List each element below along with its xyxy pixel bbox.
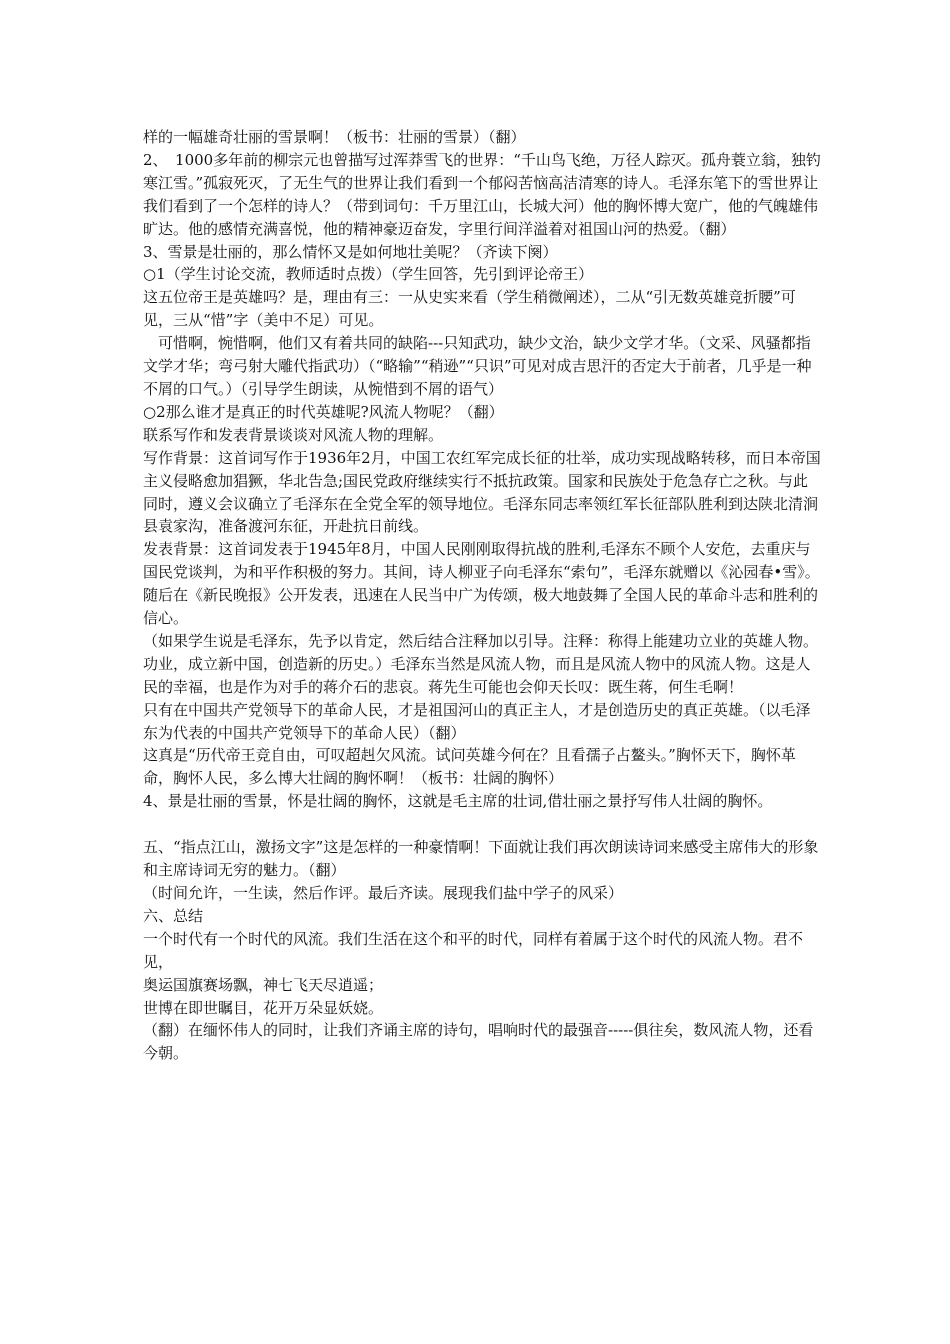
paragraph-background-intro: 联系写作和发表背景谈谈对风流人物的理解。	[143, 425, 444, 444]
paragraph-point-3: 3、雪景是壮丽的，那么情怀又是如何地壮美呢？（齐读下阕）	[143, 242, 558, 261]
paragraph-true-heroes: 只有在中国共产党领导下的革命人民，才是祖国河山的真正主人，才是创造历史的真正英雄。（以毛泽东为代表的中国共产党领导下的革命人民）（翻）	[143, 700, 811, 742]
paragraph-point-2: 2、 1000多年前的柳宗元也曾描写过浑莽雪飞的世界：“千山鸟飞绝，万径人踪灭。孤舟蓑立翁，独钓寒江雪。”孤寂死灭，了无生气的世界让我们看到一个郁闷苦恼高洁清寒的诗人。毛泽东笔下的雪世界让我们看到了一个怎样的诗人？（带到词句：千万里江山，长城大河）他的胸怀博大宽广，他的气魄雄伟旷达。他的感情充满喜悦，他的精神豪迈奋发，字里行间洋溢着对祖国山河的热爱。（翻）	[143, 150, 821, 238]
paragraph-broad-mind: 这真是“历代帝王竞自由，可叹超赳欠风流。试问英雄今何在？且看孺子占鳌头。”胸怀天下，胸怀革命，胸怀人民，多么博大壮阔的胸怀啊！（板书：壮阔的胸怀）	[143, 746, 796, 788]
paragraph-publishing-background: 发表背景：这首词发表于1945年8月，中国人民刚刚取得抗战的胜利,毛泽东不顾个人安危，去重庆与国民党谈判，为和平作积极的努力。其间，诗人柳亚子向毛泽东“索句”，毛泽东就赠以《沁园春•雪》。随后在《新民晚报》公开发表，迅速在人民当中广为传颂，极大地鼓舞了全国人民的革命斗志和胜利的信心。	[143, 540, 820, 628]
paragraph-opening-line: 样的一幅雄奇壮丽的雪景啊！（板书：壮丽的雪景）（翻）	[143, 128, 526, 146]
paragraph-point-4: 4、景是壮丽的雪景，怀是壮阔的胸怀，这就是毛主席的壮词,借壮丽之景抒写伟人壮阔的胸怀。	[143, 792, 773, 811]
paragraph-poem-line-1: 奥运国旗赛场飘，神七飞天尽逍遥；	[143, 975, 384, 994]
paragraph-section-5: 五、“指点江山，激扬文字”这是怎样的一种豪情啊！下面就让我们再次朗读诗词来感受主席伟大的形象和主席诗词无穷的魅力。（翻）	[143, 838, 819, 880]
blank-line	[143, 813, 823, 836]
paragraph-sub-1: ○1（学生讨论交流，教师适时点拨）（学生回答，先引到评论帝王）	[143, 265, 594, 284]
paragraph-reading-note: （时间允许，一生读，然后作评。最后齐读。展现我们盐中学子的风采）	[143, 884, 624, 902]
paragraph-student-answer: （如果学生说是毛泽东，先予以肯定，然后结合注释加以引导。注释：称得上能建功立业的英雄人物。功业，成立新中国，创造新的历史。）毛泽东当然是风流人物，而且是风流人物中的风流人物。这是人民的幸福，也是作为对手的蒋介石的悲哀。蒋先生可能也会仰天长叹：既生蒋，何生毛啊！	[143, 631, 819, 696]
paragraph-section-6-heading: 六、总结	[143, 906, 204, 925]
paragraph-sub-2: ○2那么谁才是真正的时代英雄呢?风流人物呢？（翻）	[143, 402, 504, 421]
paragraph-writing-background: 写作背景：这首词写作于1936年2月，中国工农红军完成长征的壮举，成功实现战略转移，而日本帝国主义侵略愈加猖獗，华北告急;国民党政府继续实行不抵抗政策。国家和民族处于危急存亡之秋。与此同时，遵义会议确立了毛泽东在全党全军的领导地位。毛泽东同志率领红军长征部队胜利到达陕北清涧县袁家沟，准备渡河东征，开赴抗日前线。	[143, 448, 821, 536]
document-page	[143, 126, 823, 1065]
paragraph-pity: 可惜啊，惋惜啊，他们又有着共同的缺陷---只知武功，缺少文治，缺少文学才华。（文采、风骚都指文学才华；弯弓射大雕代指武功）（“略输”“稍逊”“只识”可见对成吉思汗的否定大于前者，几乎是一种不屑的口气。）（引导学生朗读，从惋惜到不屑的语气）	[143, 334, 812, 398]
paragraph-five-emperors: 这五位帝王是英雄吗？是，理由有三：一从史实来看（学生稍微阐述），二从“引无数英雄竞折腰”可见，三从“惜”字（美中不足）可见。	[143, 288, 796, 330]
paragraph-poem-line-2: 世博在即世瞩目，花开万朵显妖娆。	[143, 998, 384, 1017]
paragraph-closing: （翻）在缅怀伟人的同时，让我们齐诵主席的诗句，唱响时代的最强音-----俱往矣，数风流人物，还看今朝。	[143, 1021, 814, 1063]
paragraph-summary: 一个时代有一个时代的风流。我们生活在这个和平的时代，同样有着属于这个时代的风流人物。君不见，	[143, 929, 804, 971]
